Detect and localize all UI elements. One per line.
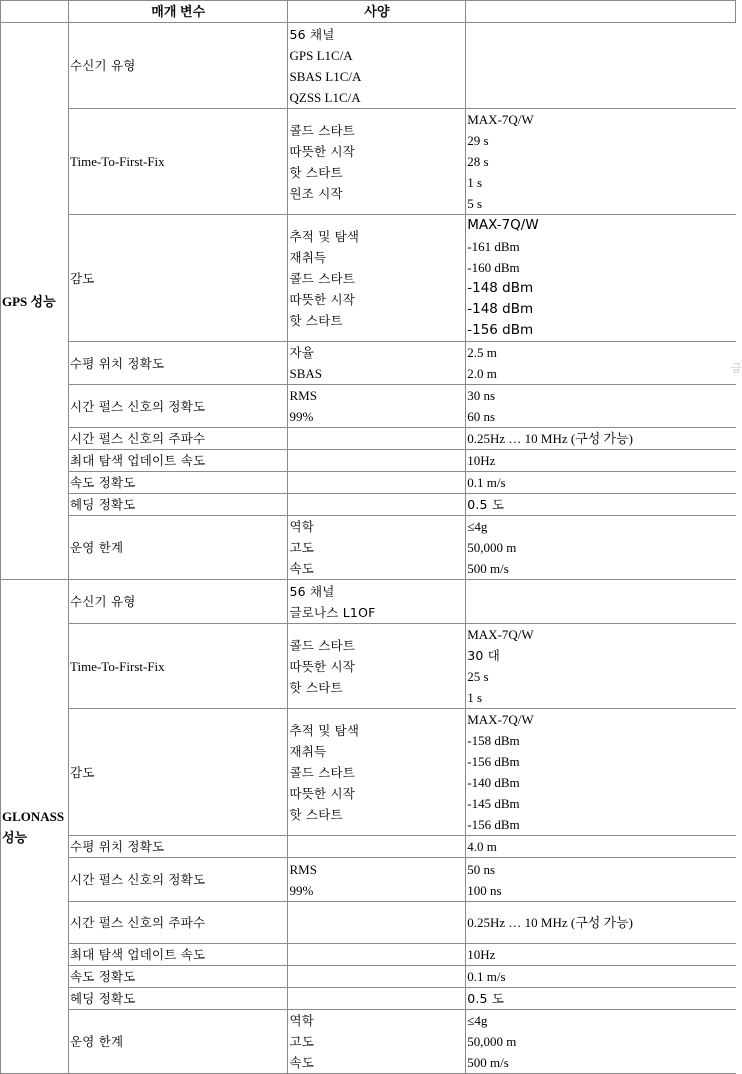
param-cell: 최대 탐색 업데이트 속도	[68, 944, 288, 966]
spec-cell	[288, 109, 466, 215]
header-param: 매개 변수	[68, 1, 288, 23]
value-line: 0.5 도	[467, 497, 505, 512]
value-cell	[466, 944, 736, 966]
spec-line: 핫 스타트	[289, 312, 343, 328]
table-row	[1, 215, 736, 342]
value-line: 60 ns	[467, 409, 496, 424]
table-row	[1, 709, 736, 836]
spec-cell	[288, 709, 466, 836]
value-cell	[466, 342, 736, 385]
value-cell	[466, 902, 736, 944]
value-cell	[466, 966, 736, 988]
value-line: MAX-7Q/W	[467, 217, 539, 233]
spec-line: 56 채널	[289, 583, 335, 599]
value-line: 29 s	[467, 133, 489, 148]
spec-line: 자율	[289, 345, 315, 360]
edge-mark: 글	[731, 362, 742, 375]
param-cell: 수평 위치 정확도	[68, 836, 288, 858]
spec-line: QZSS L1C/A	[289, 89, 361, 105]
value-cell	[466, 23, 736, 109]
spec-line: 속도	[289, 1055, 315, 1070]
spec-line: RMS	[289, 861, 317, 877]
value-line: 10Hz	[467, 453, 496, 468]
param-cell: 운영 한계	[68, 516, 288, 580]
spec-line: SBAS	[289, 366, 323, 381]
value-line: 0.1 m/s	[467, 969, 506, 984]
value-cell	[466, 215, 736, 342]
value-cell	[466, 988, 736, 1010]
spec-line: 추적 및 탐색	[289, 722, 360, 738]
group-label: GPS 성능	[1, 23, 69, 580]
spec-cell	[288, 23, 466, 109]
param-cell: 속도 정확도	[68, 966, 288, 988]
spec-cell	[288, 516, 466, 580]
spec-line: 콜드 스타트	[289, 764, 356, 780]
spec-line: 고도	[289, 540, 315, 555]
value-line: -156 dBm	[467, 817, 520, 832]
value-cell	[466, 624, 736, 709]
table-row	[1, 1010, 736, 1074]
header-spec: 사양	[288, 1, 466, 23]
value-line: MAX-7Q/W	[467, 627, 534, 642]
spec-cell	[288, 988, 466, 1010]
value-cell	[466, 494, 736, 516]
value-line: 500 m/s	[467, 1055, 509, 1070]
table-row	[1, 23, 736, 109]
spec-line: 추적 및 탐색	[289, 228, 360, 244]
value-line: -156 dBm	[467, 322, 534, 338]
value-line: 10Hz	[467, 947, 496, 962]
param-cell: 감도	[68, 215, 288, 342]
spec-line: 핫 스타트	[289, 164, 343, 180]
value-line: 0.25Hz … 10 MHz (구성 가능)	[467, 431, 634, 446]
table-row	[1, 342, 736, 385]
param-cell: 시간 펄스 신호의 주파수	[68, 902, 288, 944]
param-cell: 수신기 유형	[68, 23, 288, 109]
value-cell	[466, 1010, 736, 1074]
value-line: 500 m/s	[467, 561, 509, 576]
value-line: ≤4g	[467, 519, 488, 534]
spec-line: SBAS L1C/A	[289, 68, 362, 84]
value-line: 50 ns	[467, 861, 496, 877]
table-row	[1, 944, 736, 966]
value-cell	[466, 109, 736, 215]
table-row	[1, 836, 736, 858]
spec-cell	[288, 902, 466, 944]
spec-cell	[288, 215, 466, 342]
spec-line: 역학	[289, 519, 315, 534]
value-cell	[466, 385, 736, 428]
table-body	[1, 23, 736, 1074]
param-cell: Time-To-First-Fix	[68, 624, 288, 709]
value-cell	[466, 428, 736, 450]
spec-cell	[288, 966, 466, 988]
spec-cell	[288, 450, 466, 472]
spec-line: 재취득	[289, 249, 327, 265]
spec-line: 재취득	[289, 743, 327, 759]
value-cell	[466, 472, 736, 494]
value-line: -160 dBm	[467, 260, 520, 275]
param-cell: Time-To-First-Fix	[68, 109, 288, 215]
spec-cell	[288, 428, 466, 450]
spec-line: RMS	[289, 388, 317, 403]
spec-line: 99%	[289, 409, 314, 424]
table-row	[1, 494, 736, 516]
value-line: 1 s	[467, 690, 483, 705]
spec-cell	[288, 624, 466, 709]
spec-cell	[288, 944, 466, 966]
param-cell: 속도 정확도	[68, 472, 288, 494]
spec-line: 고도	[289, 1034, 315, 1049]
spec-line: 속도	[289, 561, 315, 576]
param-cell: 수신기 유형	[68, 580, 288, 624]
value-line: 5 s	[467, 196, 483, 211]
value-line: 50,000 m	[467, 1034, 517, 1049]
spec-line: 따뜻한 시작	[289, 143, 356, 159]
spec-line: 콜드 스타트	[289, 637, 356, 653]
param-cell: 수평 위치 정확도	[68, 342, 288, 385]
table-row	[1, 450, 736, 472]
table-row	[1, 428, 736, 450]
header-row	[1, 1, 736, 23]
value-line: -148 dBm	[467, 280, 534, 296]
value-line: 0.1 m/s	[467, 475, 506, 490]
param-cell: 시간 펄스 신호의 주파수	[68, 428, 288, 450]
value-line: -161 dBm	[467, 239, 520, 254]
value-line: 30 ns	[467, 388, 496, 403]
table-row	[1, 624, 736, 709]
table-row	[1, 988, 736, 1010]
table-row	[1, 580, 736, 624]
param-cell: 시간 펄스 신호의 정확도	[68, 385, 288, 428]
value-line: ≤4g	[467, 1013, 488, 1028]
header-extra	[466, 1, 736, 23]
value-cell	[466, 836, 736, 858]
value-line: -140 dBm	[467, 775, 520, 790]
value-line: -145 dBm	[467, 796, 520, 811]
spec-line: 56 채널	[289, 26, 335, 42]
value-line: 30 대	[467, 648, 500, 663]
param-cell: 최대 탐색 업데이트 속도	[68, 450, 288, 472]
table-row	[1, 902, 736, 944]
spec-cell	[288, 342, 466, 385]
spec-line: 따뜻한 시작	[289, 785, 356, 801]
value-line: 1 s	[467, 175, 483, 190]
value-line: -158 dBm	[467, 733, 520, 748]
group-label: GLONASS 성능	[1, 580, 69, 1074]
value-line: 0.25Hz … 10 MHz (구성 가능)	[467, 915, 634, 930]
spec-cell	[288, 385, 466, 428]
spec-line: 핫 스타트	[289, 806, 343, 822]
value-cell	[466, 709, 736, 836]
spec-line: 99%	[289, 882, 314, 898]
value-line: MAX-7Q/W	[467, 112, 534, 127]
param-cell: 시간 펄스 신호의 정확도	[68, 858, 288, 902]
header-group-cell	[1, 1, 69, 23]
param-cell: 헤딩 정확도	[68, 988, 288, 1010]
value-line: MAX-7Q/W	[467, 712, 534, 727]
spec-line: 핫 스타트	[289, 679, 343, 695]
spec-line: 따뜻한 시작	[289, 291, 356, 307]
spec-line: 원조 시작	[289, 185, 343, 201]
table-row	[1, 858, 736, 902]
param-cell: 감도	[68, 709, 288, 836]
spec-line: 글로나스 L1OF	[289, 604, 376, 620]
spec-cell	[288, 472, 466, 494]
param-cell: 운영 한계	[68, 1010, 288, 1074]
spec-line: 역학	[289, 1013, 315, 1028]
spec-line: 콜드 스타트	[289, 122, 356, 138]
table-row	[1, 516, 736, 580]
value-cell	[466, 580, 736, 624]
spec-cell	[288, 494, 466, 516]
value-line: 28 s	[467, 154, 489, 169]
table-row	[1, 472, 736, 494]
spec-line: 따뜻한 시작	[289, 658, 356, 674]
table-row	[1, 109, 736, 215]
value-line: 0.5 도	[467, 991, 505, 1006]
value-cell	[466, 858, 736, 902]
param-cell: 헤딩 정확도	[68, 494, 288, 516]
table-row	[1, 385, 736, 428]
spec-cell	[288, 1010, 466, 1074]
value-line: -156 dBm	[467, 754, 520, 769]
table-row	[1, 966, 736, 988]
value-line: 50,000 m	[467, 540, 517, 555]
spec-line: 콜드 스타트	[289, 270, 356, 286]
value-line: 2.5 m	[467, 345, 497, 360]
spec-cell	[288, 858, 466, 902]
value-line: -148 dBm	[467, 301, 534, 317]
spec-cell	[288, 580, 466, 624]
value-line: 2.0 m	[467, 366, 497, 381]
value-line: 4.0 m	[467, 839, 497, 854]
spec-cell	[288, 836, 466, 858]
spec-line: GPS L1C/A	[289, 47, 353, 63]
value-cell	[466, 516, 736, 580]
value-cell	[466, 450, 736, 472]
value-line: 25 s	[467, 669, 489, 684]
value-line: 100 ns	[467, 882, 502, 898]
